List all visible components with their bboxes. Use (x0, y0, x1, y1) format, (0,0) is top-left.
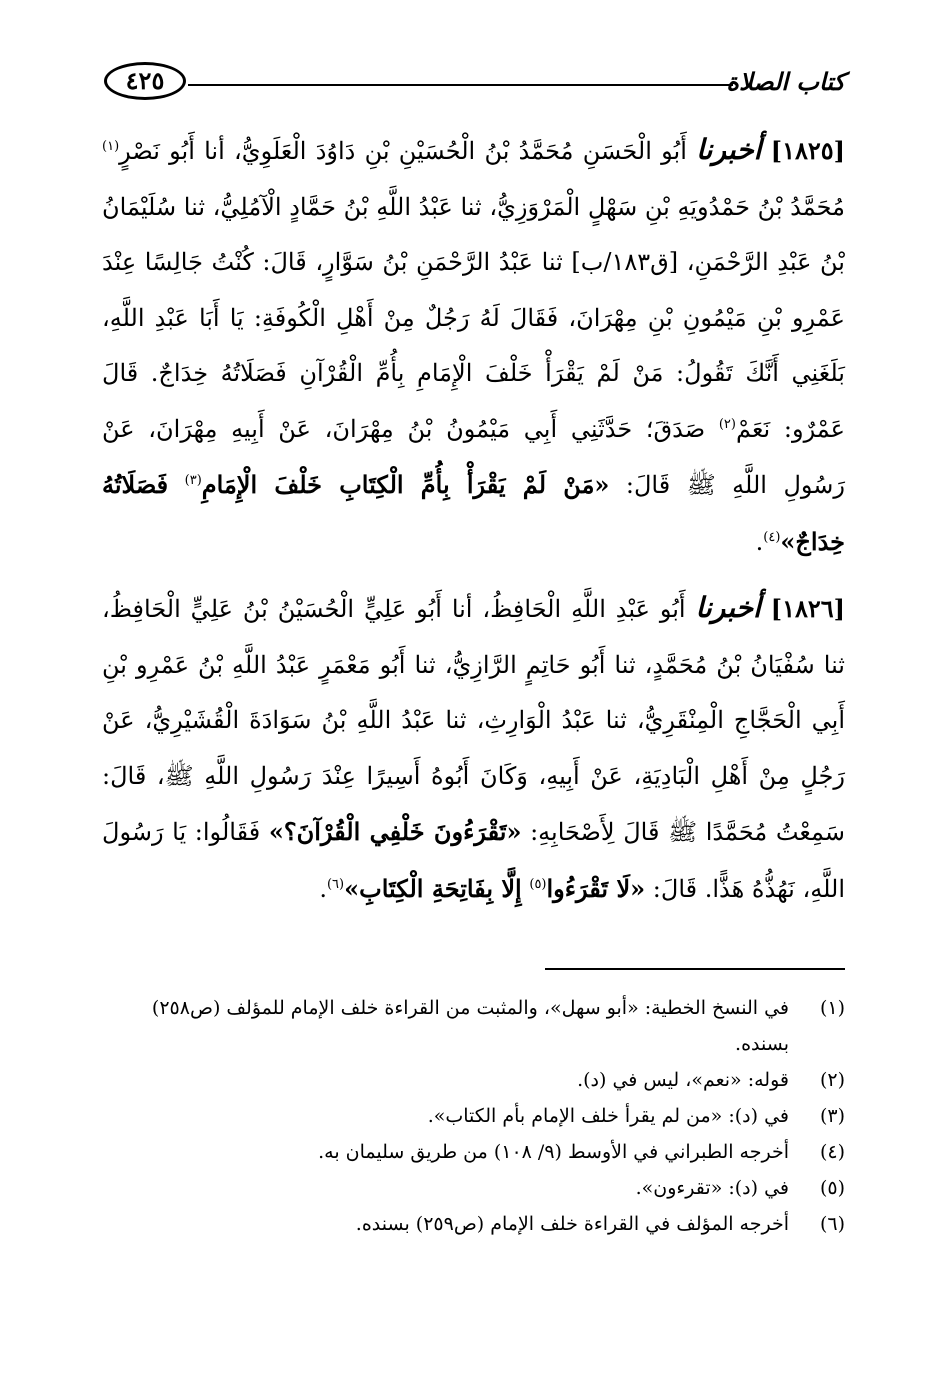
footnote-text: قوله: «نعم»، ليس في (د). (577, 1069, 789, 1091)
header-rule (188, 84, 733, 86)
hadith-matn: «لَا تَقْرَءُوا (546, 873, 646, 903)
footnote (102, 1206, 845, 1242)
hadith-matn: «تَقْرَءُونَ خَلْفِي الْقُرْآنَ؟» (268, 817, 522, 846)
hadith-1825 (102, 122, 845, 570)
footnote-text: في (د): «تقرءون». (635, 1177, 789, 1199)
period: . (755, 527, 764, 556)
hadith-matn: «مَنْ لَمْ يَقْرَأْ بِأُمِّ الْكِتَابِ خَلْفَ الْإِمَامِ (201, 470, 610, 499)
footnote-ref: (٥) (529, 876, 547, 892)
footnote-ref: (٣) (184, 473, 202, 488)
footnote-ref: (٦) (326, 876, 345, 892)
footnote (102, 1062, 845, 1098)
footnotes (102, 990, 845, 1242)
footnote-number: (٦) (819, 1213, 845, 1235)
footnote-text: أخرجه المؤلف في القراءة خلف الإمام (ص٢٥٩) بسنده. (355, 1213, 789, 1235)
footnote-text: في (د): «من لم يقرأ خلف الإمام بأم الكتاب». (427, 1105, 789, 1127)
footnote-number: (٣) (819, 1105, 845, 1127)
page-header (100, 62, 845, 106)
hadith-matn: إِلَّا بِفَاتِحَةِ الْكِتَابِ» (344, 873, 522, 903)
isnad-text: أَبُو الْحَسَنِ مُحَمَّدُ بْنُ الْحُسَيْنِ بْنِ دَاوُدَ الْعَلَوِيُّ، أنا أَبُو نَصْرٍ (119, 137, 687, 165)
footnote-ref: (٢) (718, 416, 736, 432)
footnote-number: (٥) (819, 1177, 845, 1199)
hadith-lead: أخبرنا (695, 591, 761, 624)
footnote (102, 1134, 845, 1170)
footnote (102, 1170, 845, 1206)
isnad-text: مُحَمَّدُ بْنُ حَمْدُويَهِ بْنِ سَهْلٍ الْمَرْوَزِيُّ، ثنا عَبْدُ اللَّهِ بْنُ حَمَّادٍ الْآمُلِيُّ، ثنا سُلَيْمَانُ بْنُ عَبْدِ الرَّحْمَنِ، [ق١٨٣/ب] ثنا عَبْدُ الرَّحْمَنِ بْنُ سَوَّارٍ، قَالَ: كُنْتُ جَالِسًا عِنْدَ عَمْرِو بْنِ مَيْمُونِ بْنِ مِهْرَانَ، فَقَالَ لَهُ رَجُلٌ مِنْ أَهْلِ الْكُوفَةِ: يَا أَبَا عَبْدِ اللَّهِ، بَلَغَنِي أَنَّكَ تَقُولُ: مَنْ لَمْ يَقْرَأْ خَلْفَ الْإِمَامِ بِأُمِّ الْقُرْآنِ فَصَلَاتُهُ خِدَاجٌ. قَالَ عَمْرٌو: نَعَمْ (102, 192, 846, 443)
footnote-separator (545, 968, 845, 970)
footnote (102, 1098, 845, 1134)
isnad-text: صَدَقَ؛ حَدَّثَنِي أَبِي مَيْمُونُ بْنُ مِهْرَانَ، عَنْ أَبِيهِ مِهْرَانَ، عَنْ رَسُولِ اللَّهِ ﷺ قَالَ: (102, 414, 845, 499)
footnote-text: في النسخ الخطية: «أبو سهل»، والمثبت من القراءة خلف الإمام للمؤلف (ص٢٥٨) بسنده. (151, 997, 789, 1055)
footnote-ref: (١) (102, 139, 120, 154)
footnote-text: أخرجه الطبراني في الأوسط (٩/ ١٠٨) من طريق سليمان به. (318, 1141, 789, 1163)
main-text (102, 122, 845, 917)
hadith-paragraph (102, 122, 845, 570)
isnad-text: أَبُو عَبْدِ اللَّهِ الْحَافِظُ، أنا أَبُو عَلِيٍّ الْحُسَيْنُ بْنُ عَلِيٍّ الْحَافِظُ، ثنا سُفْيَانُ بْنُ مُحَمَّدٍ، ثنا أَبُو حَاتِمٍ الرَّازِيُّ، ثنا أَبُو مَعْمَرٍ عَبْدُ اللَّهِ بْنُ عَمْرِو بْنِ أَبِي الْحَجَّاجِ الْمِنْقَرِيُّ، ثنا عَبْدُ الْوَارِثِ، ثنا عَبْدُ اللَّهِ بْنُ سَوَادَةَ الْقُشَيْرِيُّ، عَنْ رَجُلٍ مِنْ أَهْلِ الْبَادِيَةِ، عَنْ أَبِيهِ، وَكَانَ أَبُوهُ أَسِيرًا عِنْدَ رَسُولِ اللَّهِ ﷺ، قَالَ: سَمِعْتُ مُحَمَّدًا ﷺ قَالَ لِأَصْحَابِهِ: (102, 595, 845, 846)
page-number: ٤٢٥ (104, 62, 186, 100)
footnote-number: (٤) (819, 1141, 845, 1163)
isnad-text: فَقَالُوا: يَا رَسُولَ اللَّهِ، نَهُذُّهُ هَذًّا. قَالَ: (102, 818, 845, 903)
hadith-1826 (102, 580, 845, 917)
hadith-paragraph (102, 580, 845, 917)
footnote-number: (٢) (819, 1069, 845, 1091)
footnote (102, 990, 845, 1062)
hadith-number: [١٨٢٥] (770, 136, 845, 165)
hadith-matn: فَصَلَاتُهُ خِدَاجٌ» (102, 470, 845, 556)
footnote-ref: (٤) (763, 529, 781, 545)
book-title: كتاب الصلاة (726, 67, 845, 96)
period: . (319, 874, 327, 903)
footnote-number: (١) (819, 997, 845, 1019)
hadith-lead: أخبرنا (696, 133, 762, 166)
hadith-number: [١٨٢٦] (770, 594, 845, 623)
